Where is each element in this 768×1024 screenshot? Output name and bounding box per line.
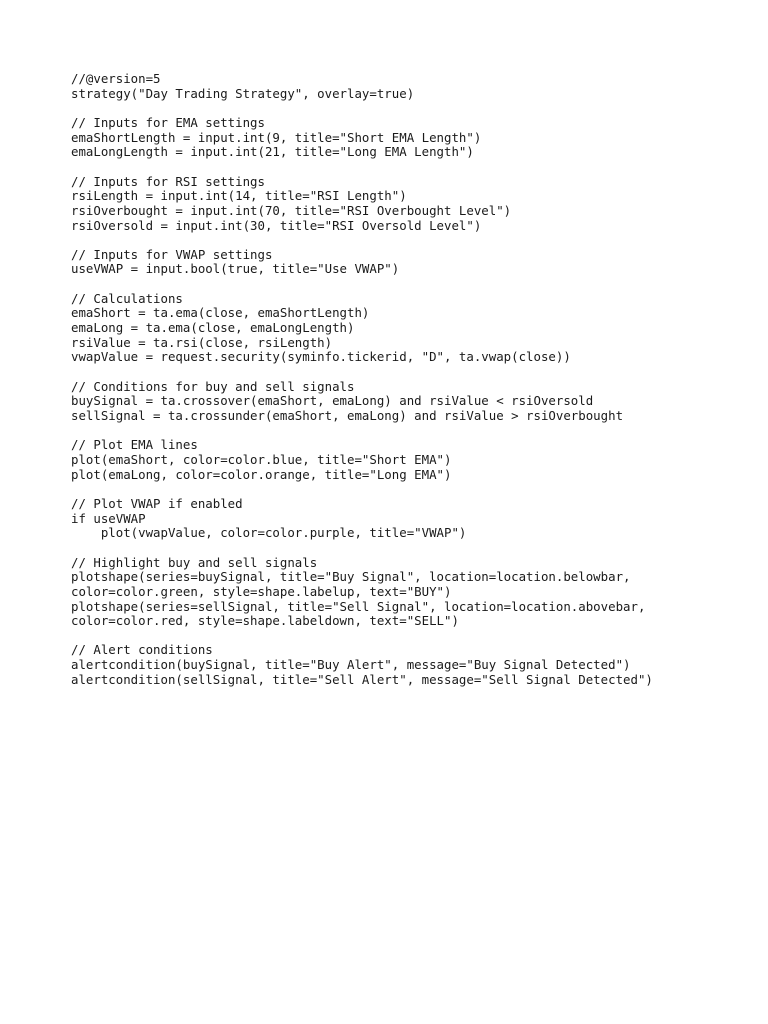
code-line: plot(emaShort, color=color.blue, title="Short EMA"): [71, 451, 452, 467]
code-line: if useVWAP: [71, 510, 146, 526]
code-line: rsiValue = ta.rsi(close, rsiLength): [71, 334, 333, 350]
code-line: color=color.red, style=shape.labeldown, text="SELL"): [71, 613, 459, 629]
code-line: color=color.green, style=shape.labelup, text="BUY"): [71, 583, 452, 599]
code-line: strategy("Day Trading Strategy", overlay=true): [71, 85, 415, 101]
code-line: rsiOversold = input.int(30, title="RSI Oversold Level"): [71, 217, 482, 233]
code-line: rsiOverbought = input.int(70, title="RSI Overbought Level"): [71, 202, 512, 218]
code-line: emaLong = ta.ema(close, emaLongLength): [71, 320, 355, 336]
code-line: buySignal = ta.crossover(emaShort, emaLong) and rsiValue < rsiOversold: [71, 393, 594, 409]
code-line: [71, 233, 653, 248]
code-line: sellSignal = ta.crossunder(emaShort, emaLong) and rsiValue > rsiOverbought: [71, 408, 624, 424]
code-line: emaLongLength = input.int(21, title="Long EMA Length"): [71, 144, 474, 160]
code-line: emaShort = ta.ema(close, emaShortLength): [71, 305, 370, 321]
code-line: [71, 277, 653, 292]
code-line: alertcondition(buySignal, title="Buy Alert", message="Buy Signal Detected"): [71, 657, 631, 673]
code-line: // Highlight buy and sell signals: [71, 554, 318, 570]
code-line: plot(vwapValue, color=color.purple, title="VWAP"): [71, 525, 467, 541]
code-line: vwapValue = request.security(syminfo.tickerid, "D", ta.vwap(close)): [71, 349, 571, 365]
code-line: // Alert conditions: [71, 642, 213, 658]
code-line: [71, 365, 653, 380]
code-line: // Inputs for VWAP settings: [71, 246, 273, 262]
code-line: plotshape(series=buySignal, title="Buy Signal", location=location.belowbar,: [71, 569, 631, 585]
code-line: // Inputs for EMA settings: [71, 114, 265, 130]
code-line: useVWAP = input.bool(true, title="Use VWAP"): [71, 261, 400, 277]
code-line: [71, 424, 653, 439]
code-line: [71, 482, 653, 497]
code-line: [71, 101, 653, 116]
code-line: //@version=5: [71, 71, 161, 86]
code-line: [71, 629, 653, 644]
code-line: rsiLength = input.int(14, title="RSI Length"): [71, 188, 407, 204]
code-line: [71, 541, 653, 556]
code-line: // Conditions for buy and sell signals: [71, 378, 355, 394]
code-line: plotshape(series=sellSignal, title="Sell Signal", location=location.abovebar,: [71, 598, 646, 614]
code-line: // Calculations: [71, 290, 183, 306]
code-line: [71, 160, 653, 175]
code-line: // Plot EMA lines: [71, 437, 198, 453]
code-line: alertcondition(sellSignal, title="Sell Alert", message="Sell Signal Detected"): [71, 671, 653, 687]
code-line: // Inputs for RSI settings: [71, 173, 265, 189]
code-line: plot(emaLong, color=color.orange, title="Long EMA"): [71, 466, 452, 482]
code-line: // Plot VWAP if enabled: [71, 495, 243, 511]
code-line: emaShortLength = input.int(9, title="Short EMA Length"): [71, 129, 482, 145]
code-block: [71, 72, 653, 687]
